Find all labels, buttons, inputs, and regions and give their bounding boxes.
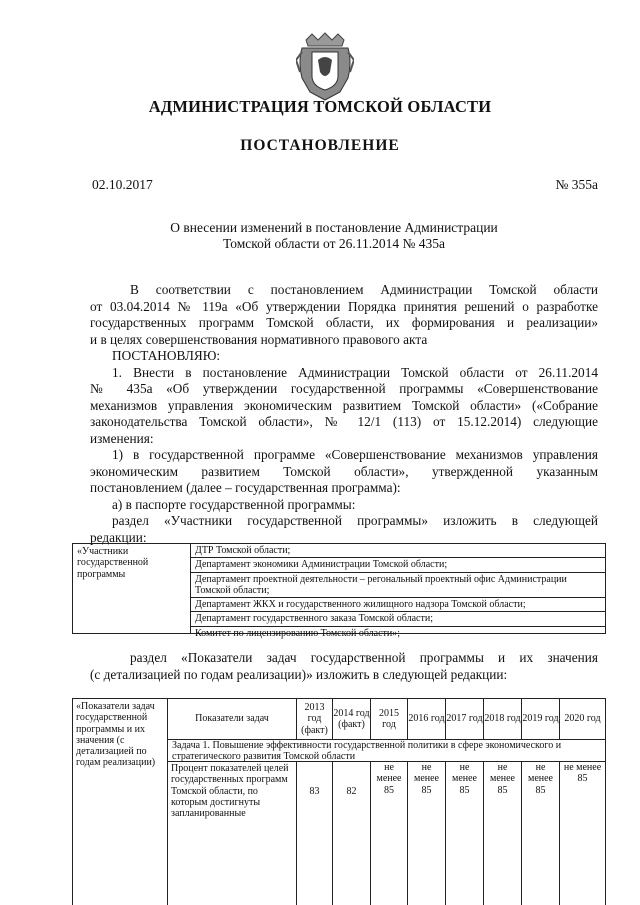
paragraph-line: ПОСТАНОВЛЯЮ: [112,348,221,363]
indicator-name: Процент показателей целей государственных программ Томской области, по которым достигнуты запланированные [168,762,297,905]
coat-of-arms-icon [296,32,354,102]
indicator-value: не менее 85 [371,762,408,905]
header-year: 2015 год [371,699,408,739]
indicator-value: 82 [333,762,371,905]
paragraph-line: раздел «Показатели задач государственной программы и их значения [130,650,598,665]
paragraph-line: редакции: [90,529,147,545]
indicator-value: 83 [297,762,333,905]
header-year: 2018 год [484,699,522,739]
participant-item: ДТР Томской области; [191,544,605,558]
paragraph-line: В соответствии с постановлением Администрации Томской области [130,282,598,297]
paragraph-line: раздел «Участники государственной программы» изложить в следующей [112,513,598,528]
participant-item: Департамент государственного заказа Томской области; [191,612,605,626]
indicators-label: «Показатели задач государственной программы и их значения (с детализацией по годам реализации) [73,699,168,905]
doc-date: 02.10.2017 [92,177,153,192]
paragraph-line: а) в паспорте государственной программы: [112,496,356,512]
doc-type: ПОСТАНОВЛЕНИЕ [240,137,400,154]
indicator-value: не менее 85 [446,762,484,905]
header-name: Показатели задач [168,699,297,739]
paragraph-line: от 03.04.2014 № 119а «Об утверждении Порядка принятия решений о разработке [90,298,598,314]
doc-number: № 355а [555,177,598,192]
indicators-table [72,698,606,905]
after-text [90,650,598,683]
participants-table [72,543,606,639]
header-year: 2017 год [446,699,484,739]
participant-item: Департамент проектной деятельности – регональный проектный офис Администрации Томской области; [191,573,605,599]
participant-item: Департамент ЖКХ и государственного жилищного надзора Томской области; [191,598,605,612]
org-title: АДМИНИСТРАЦИЯ ТОМСКОЙ ОБЛАСТИ [148,97,492,116]
header-year: 2013 год (факт) [297,699,333,739]
paragraph-line: государственных программ Томской области, их формирования и реализации» [90,315,598,330]
indicator-value: не менее 85 [522,762,560,905]
indicators-header [168,699,605,740]
participants-label: «Участники государственной программы [73,544,191,633]
header-year: 2014 год (факт) [333,699,371,739]
subject-line: О внесении изменений в постановление Администрации [170,220,498,235]
indicator-value: не менее 85 [484,762,522,905]
indicator-row [168,762,605,905]
participant-item: Департамент экономики Администрации Томской области; [191,558,605,572]
header-year: 2019 год [522,699,560,739]
header-year: 2016 год [408,699,446,739]
participants-list [191,544,605,639]
participant-item: Комитет по лицензированию Томской области»; [195,627,401,639]
paragraph-line: механизмов управления экономическим развитием Томской области» («Собрание [90,397,598,413]
task-row: Задача 1. Повышение эффективности государственной политики в сфере экономического и стратегического развития Томской области [168,739,605,762]
subject-line: Томской области от 26.11.2014 № 435а [223,236,445,251]
subject [120,220,548,252]
paragraph-line: и в целях совершенствования нормативного правового акта [90,331,428,347]
paragraph-line: (с детализацией по годам реализации)» изложить в следующей редакции: [90,666,508,682]
paragraph-line: постановлением (далее – государственная программа): [90,480,401,495]
paragraph-line: 1. Внести в постановление Администрации Томской области от 26.11.2014 [112,364,598,380]
paragraph-line: № 435а «Об утверждении государственной программы «Совершенствование [90,381,598,396]
header-year: 2020 год [564,713,601,725]
paragraph-line: изменения: [90,430,154,446]
body-text [90,282,598,546]
indicator-value: не менее 85 [563,762,602,785]
paragraph-line: законодательства Томской области», № 12/1 (113) от 15.12.2014) следующие [90,414,598,429]
indicator-value: не менее 85 [408,762,446,905]
paragraph-line: 1) в государственной программе «Совершенствование механизмов управления [112,447,598,462]
paragraph-line: экономическим развитием Томской области», утвержденной указанным [90,463,598,479]
